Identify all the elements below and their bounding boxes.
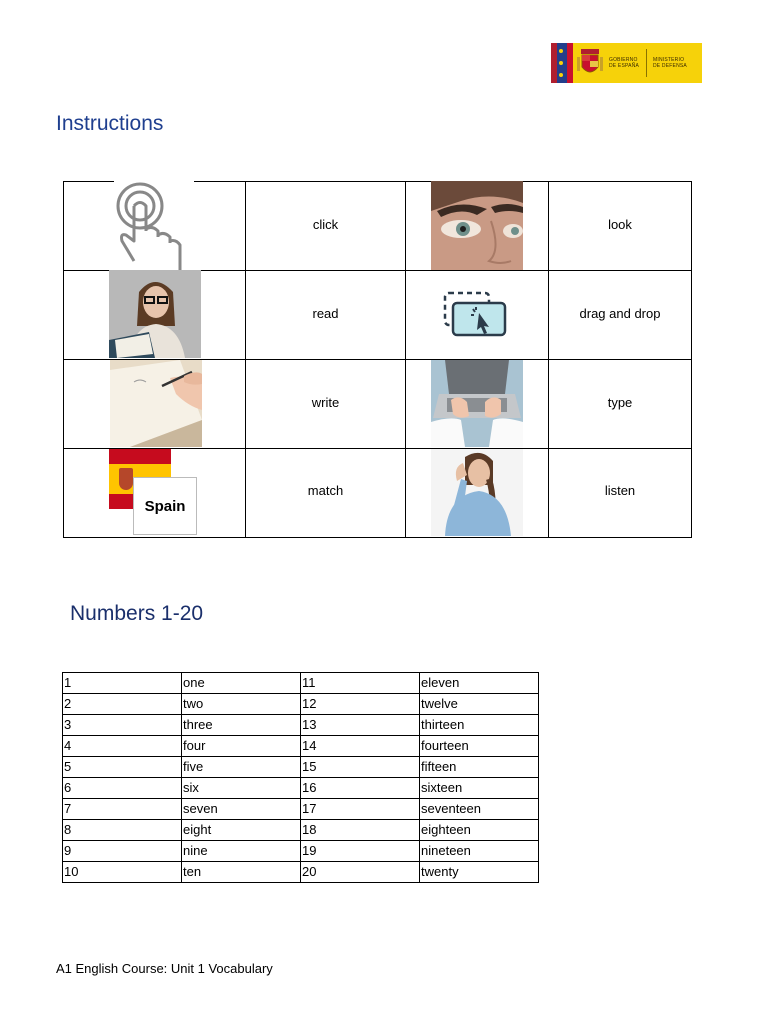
number-digit-cell: 14 [301, 736, 420, 757]
instruction-label-type: type [607, 395, 633, 410]
number-digit-cell: 6 [63, 778, 182, 799]
number-digit-cell: 18 [301, 820, 420, 841]
spain-card-text: Spain [133, 477, 197, 535]
logo-flag-stripe [567, 43, 573, 83]
logo-text-line3: MINISTERIO [653, 57, 685, 63]
coat-of-arms-icon [577, 49, 603, 77]
number-digit-cell: 11 [301, 673, 420, 694]
star-icon [559, 49, 563, 53]
table-row [63, 694, 539, 715]
number-digit-cell: 19 [301, 841, 420, 862]
instructions-table [63, 181, 692, 538]
number-digit-cell: 20 [301, 862, 420, 883]
instruction-label-write: write [311, 395, 340, 410]
number-word-cell: ten [182, 862, 301, 883]
instructions-heading: Instructions [56, 112, 164, 135]
logo-text-line4: DE DEFENSA [653, 63, 687, 69]
number-word-cell: six [182, 778, 301, 799]
number-digit-cell: 2 [63, 694, 182, 715]
number-word-cell: sixteen [420, 778, 539, 799]
spain-flag-card [109, 449, 197, 535]
logo-text-line2: DE ESPAÑA [609, 63, 640, 69]
table-row [63, 841, 539, 862]
number-word-cell: five [182, 757, 301, 778]
hand-writing-photo [110, 360, 202, 447]
number-word-cell: one [182, 673, 301, 694]
logo-divider [646, 49, 647, 77]
number-digit-cell: 5 [63, 757, 182, 778]
number-word-cell: eleven [420, 673, 539, 694]
woman-listening-photo [431, 449, 523, 536]
number-word-cell: seventeen [420, 799, 539, 820]
numbers-table [62, 672, 539, 883]
number-word-cell: nineteen [420, 841, 539, 862]
woman-reading-photo [109, 270, 201, 358]
number-digit-cell: 3 [63, 715, 182, 736]
government-logo [551, 43, 702, 83]
number-word-cell: three [182, 715, 301, 736]
table-row [63, 673, 539, 694]
number-word-cell: twenty [420, 862, 539, 883]
instruction-label-read: read [312, 306, 339, 321]
instruction-label-match: match [307, 483, 344, 498]
number-word-cell: twelve [420, 694, 539, 715]
number-digit-cell: 1 [63, 673, 182, 694]
laptop-typing-photo [431, 360, 523, 447]
number-digit-cell: 16 [301, 778, 420, 799]
number-digit-cell: 8 [63, 820, 182, 841]
numbers-heading: Numbers 1-20 [70, 602, 204, 625]
number-digit-cell: 15 [301, 757, 420, 778]
star-icon [559, 73, 563, 77]
number-digit-cell: 10 [63, 862, 182, 883]
number-word-cell: eighteen [420, 820, 539, 841]
eye-photo [431, 181, 523, 270]
table-row [63, 715, 539, 736]
table-row [63, 820, 539, 841]
star-icon [559, 61, 563, 65]
number-word-cell: thirteen [420, 715, 539, 736]
number-word-cell: nine [182, 841, 301, 862]
number-word-cell: two [182, 694, 301, 715]
table-row [63, 757, 539, 778]
number-digit-cell: 12 [301, 694, 420, 715]
tap-finger-icon [114, 181, 194, 270]
table-row [63, 799, 539, 820]
table-row [63, 778, 539, 799]
logo-text-line1: GOBIERNO [609, 57, 638, 63]
number-digit-cell: 7 [63, 799, 182, 820]
number-word-cell: seven [182, 799, 301, 820]
number-word-cell: fifteen [420, 757, 539, 778]
number-digit-cell: 9 [63, 841, 182, 862]
number-digit-cell: 17 [301, 799, 420, 820]
instruction-label-look: look [608, 217, 632, 232]
instruction-label-listen: listen [604, 483, 636, 498]
number-word-cell: fourteen [420, 736, 539, 757]
footer-text: A1 English Course: Unit 1 Vocabulary [56, 961, 273, 976]
instruction-label-click: click [312, 217, 339, 232]
number-digit-cell: 13 [301, 715, 420, 736]
table-row [63, 736, 539, 757]
table-row [63, 862, 539, 883]
drag-drop-icon [441, 289, 509, 339]
number-word-cell: eight [182, 820, 301, 841]
number-word-cell: four [182, 736, 301, 757]
instruction-label-drag-and-drop: drag and drop [579, 306, 661, 321]
number-digit-cell: 4 [63, 736, 182, 757]
